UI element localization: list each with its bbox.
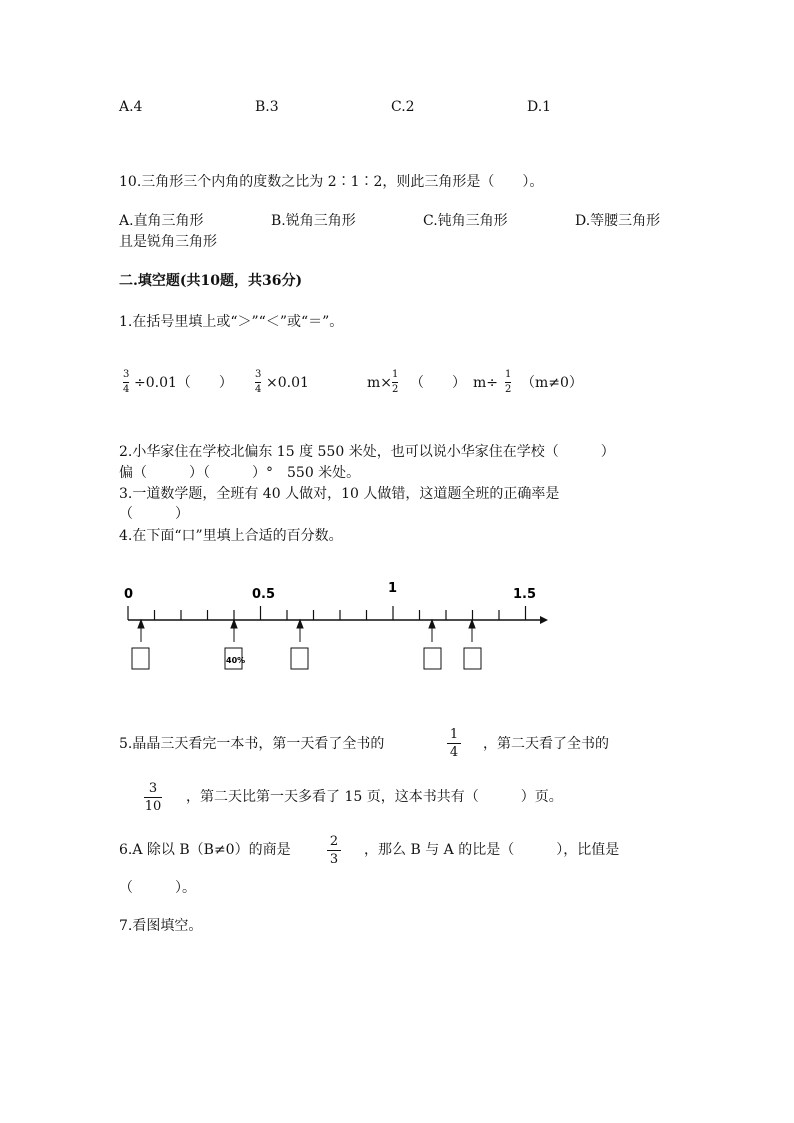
q1-expr1-op2: ×0.01 xyxy=(266,375,309,391)
q10-option-d: D.等腰三角形 xyxy=(575,213,661,229)
q9-option-b: B.3 xyxy=(255,99,279,115)
number-line-figure xyxy=(120,578,560,678)
q2-line-2: 偏（ ）（ ）° 550 米处。 xyxy=(119,465,361,481)
q2-line-1: 2.小华家住在学校北偏东 15 度 550 米处，也可以说小华家住在学校（ ） xyxy=(119,444,615,460)
q4-stem: 4.在下面“口”里填上合适的百分数。 xyxy=(119,528,343,544)
answer-box-2-value: 40% xyxy=(226,656,246,665)
q10-option-c: C.钝角三角形 xyxy=(423,213,508,229)
q1-fraction-2: 3 4 xyxy=(255,369,262,395)
q3-line-2: （ ） xyxy=(119,506,189,522)
q1-expr1-op1: ÷0.01（ ） xyxy=(134,375,233,391)
answer-box-5 xyxy=(464,648,481,669)
q1-stem: 1.在括号里填上或“＞”“＜”或“＝”。 xyxy=(119,314,344,330)
number-line-arrowhead xyxy=(540,616,548,624)
label-0: 0 xyxy=(124,587,134,602)
q1-fraction-4: 1 2 xyxy=(505,369,512,395)
q5-fraction-2: 3 10 xyxy=(144,781,162,814)
q1-fraction-3: 1 2 xyxy=(392,369,399,395)
label-0-5: 0.5 xyxy=(252,587,276,602)
answer-box-3 xyxy=(291,648,308,669)
q10-option-a: A.直角三角形 xyxy=(119,213,204,229)
q1-expr2-mid: （ ） m÷ xyxy=(410,375,499,391)
q1-fraction-1: 3 4 xyxy=(123,369,130,395)
q7-stem: 7.看图填空。 xyxy=(119,918,203,934)
q1-expr2-pre: m× xyxy=(367,375,393,391)
number-line-ticks xyxy=(128,606,526,620)
q1-expr2-post: （m≠0） xyxy=(521,375,583,391)
answer-box-1 xyxy=(132,648,149,669)
q5-part-2: ，第二天看了全书的 xyxy=(483,736,609,752)
q10-stem: 10.三角形三个内角的度数之比为 2∶1∶2，则此三角形是（ ）。 xyxy=(119,174,544,190)
q10-option-d-continued: 且是锐角三角形 xyxy=(119,234,217,250)
q9-option-c: C.2 xyxy=(391,99,415,115)
label-1: 1 xyxy=(388,581,398,596)
q5-part-3: ，第二天比第一天多看了 15 页，这本书共有（ ）页。 xyxy=(186,789,563,805)
section-title: 二.填空题(共10题，共36分) xyxy=(119,273,303,289)
q6-fraction: 2 3 xyxy=(327,835,341,866)
q3-line-1: 3.一道数学题，全班有 40 人做对，10 人做错，这道题全班的正确率是 xyxy=(119,486,560,502)
q6-line-2: （ ）。 xyxy=(119,880,196,896)
answer-box-4 xyxy=(424,648,441,669)
q6-part-2: ，那么 B 与 A 的比是（ ），比值是 xyxy=(364,842,620,858)
q9-option-d: D.1 xyxy=(527,99,552,115)
q5-part-1: 5.晶晶三天看完一本书，第一天看了全书的 xyxy=(119,736,385,752)
q9-option-a: A.4 xyxy=(119,99,143,115)
q5-fraction-1: 1 4 xyxy=(447,728,461,759)
pointer-arrows xyxy=(138,620,475,642)
q10-option-b: B.锐角三角形 xyxy=(271,213,356,229)
q6-part-1: 6.A 除以 B（B≠0）的商是 xyxy=(119,842,291,858)
label-1-5: 1.5 xyxy=(513,587,537,602)
